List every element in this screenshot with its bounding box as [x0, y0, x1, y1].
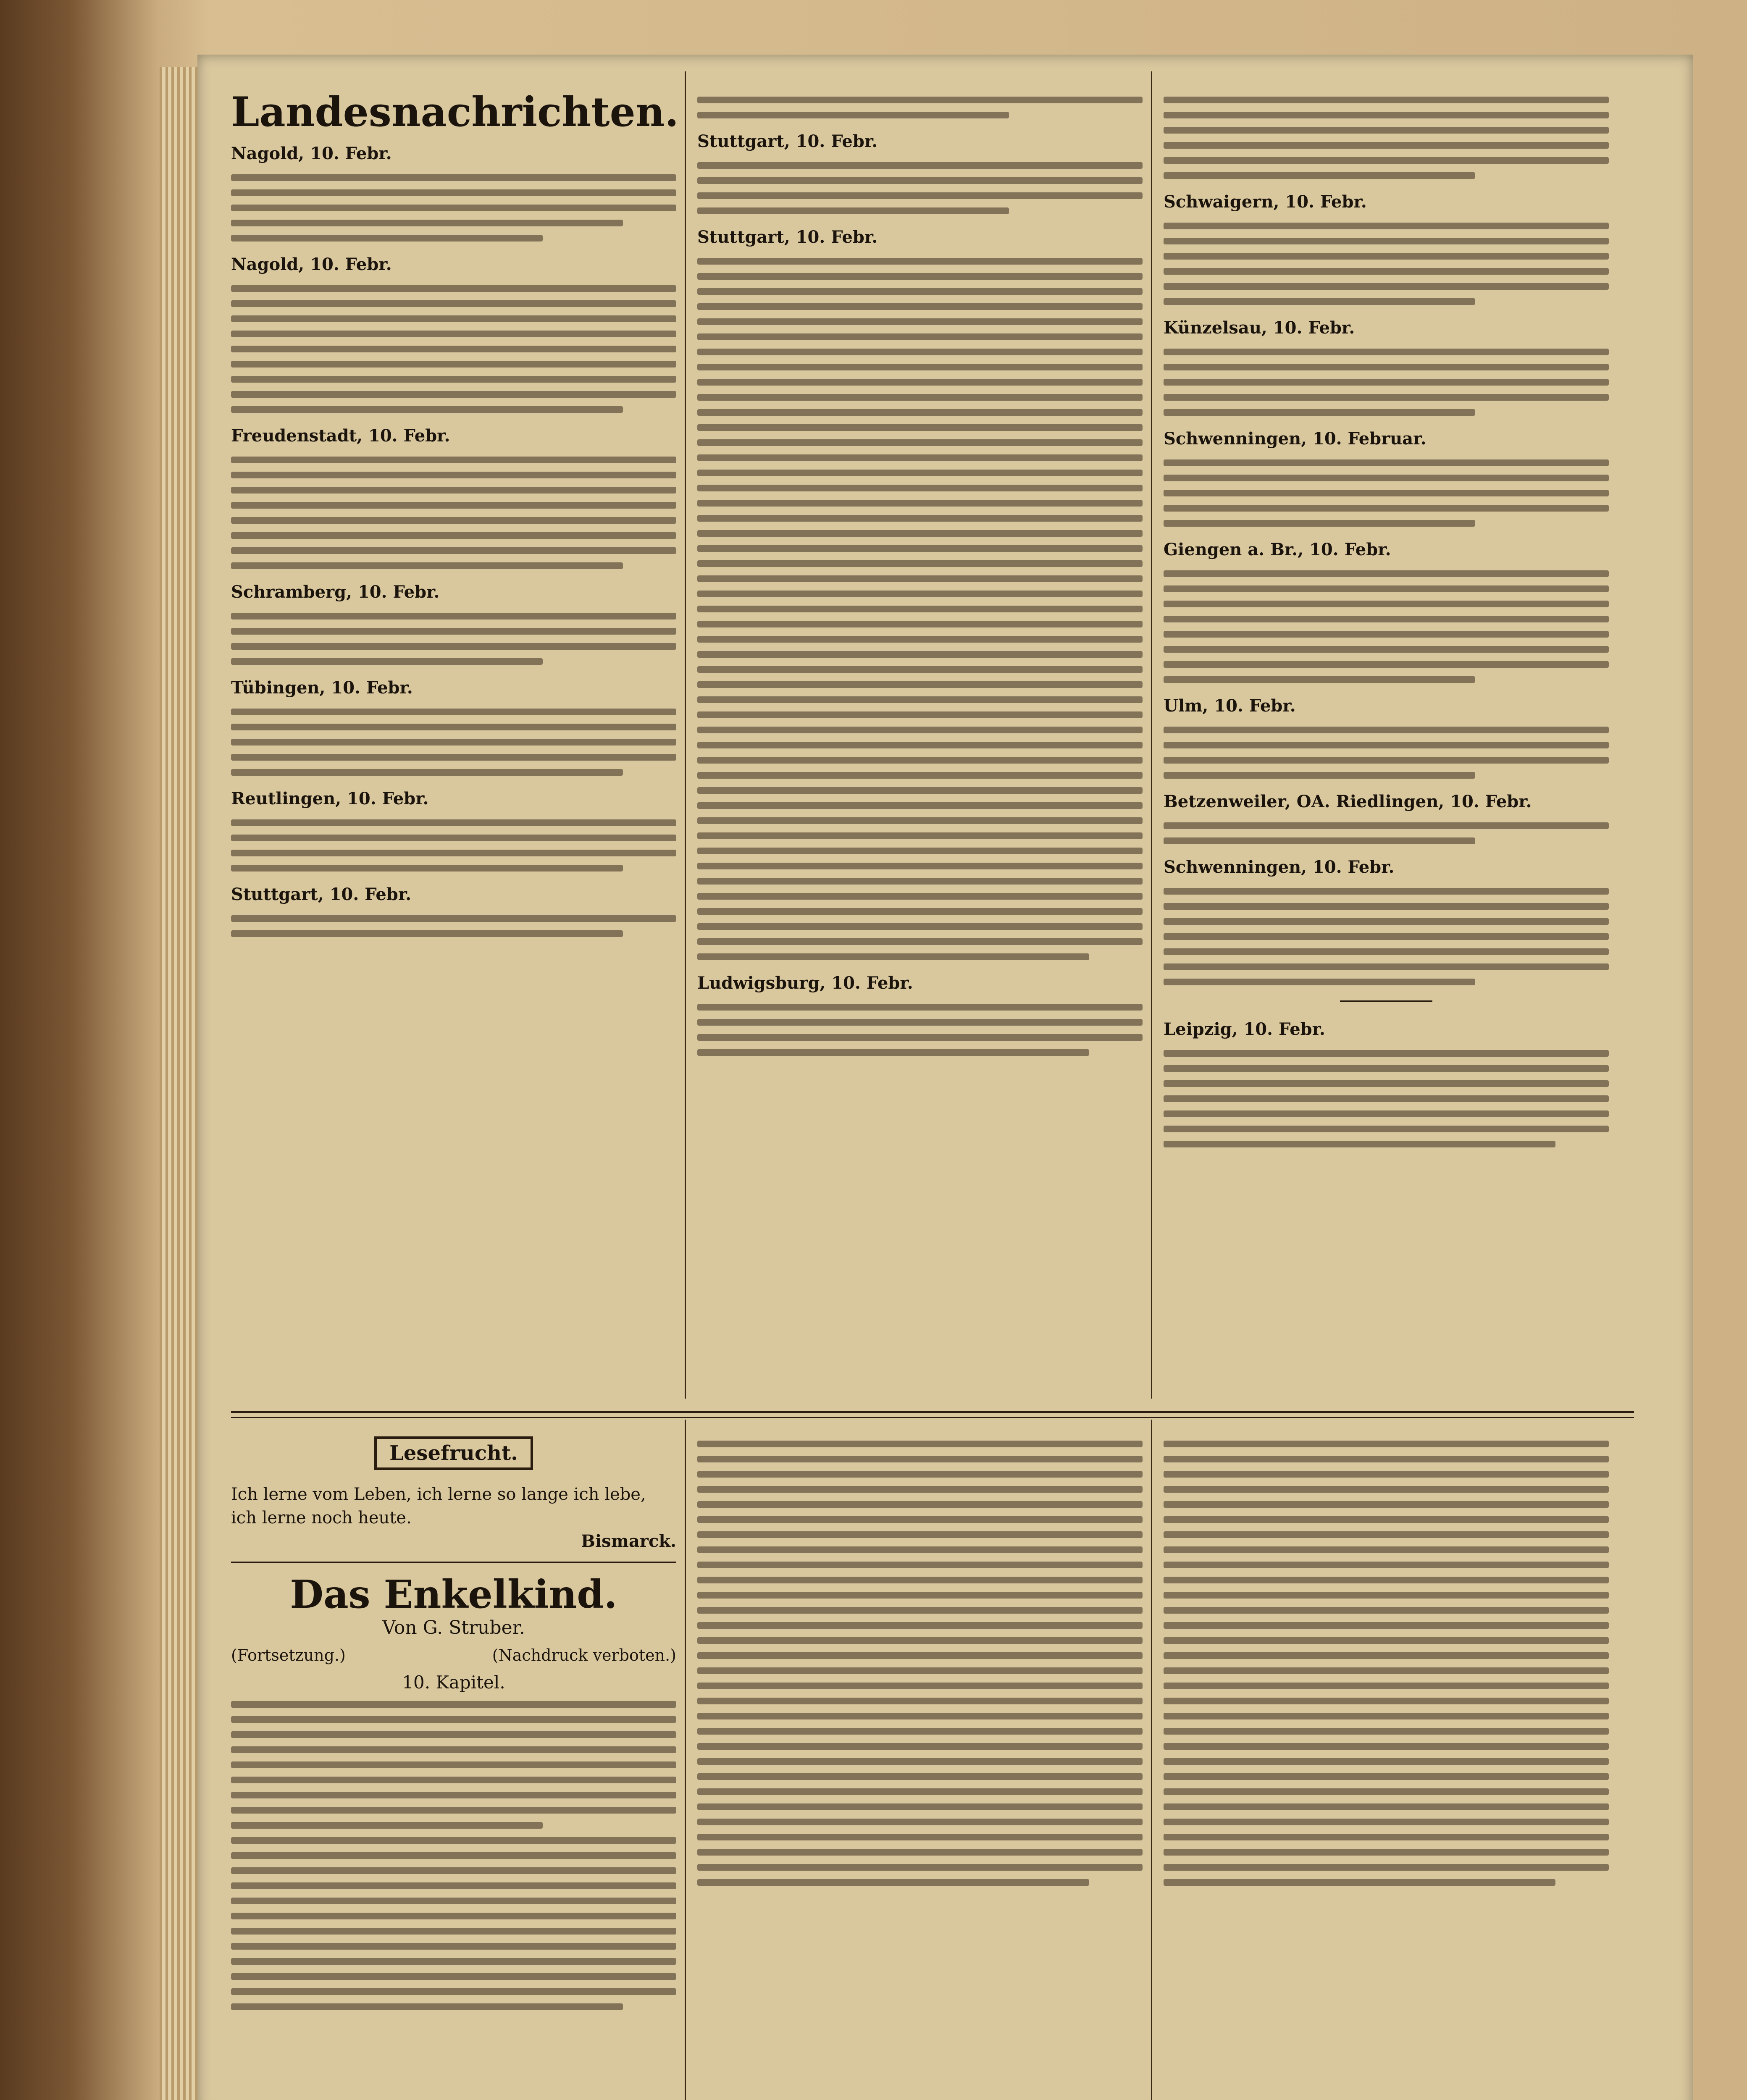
- dateline: Reutlingen, 10. Febr.: [231, 789, 429, 808]
- story-title: Das Enkelkind.: [290, 1572, 617, 1617]
- dateline: Nagold, 10. Febr.: [231, 255, 392, 274]
- quote-author: Bismarck.: [581, 1531, 676, 1551]
- column-rule: [685, 1420, 686, 2100]
- reprint-note: (Nachdruck verboten.): [492, 1646, 676, 1664]
- dateline: Stuttgart, 10. Febr.: [697, 227, 878, 247]
- column-rule: [1151, 1420, 1152, 2100]
- dateline: Stuttgart, 10. Febr.: [231, 885, 412, 904]
- newspaper-page: [197, 55, 1693, 2100]
- feuilleton-column-2: [697, 1432, 1143, 1897]
- column-rule: [1151, 71, 1152, 1399]
- dateline: Schwenningen, 10. Februar.: [1164, 429, 1426, 449]
- column-rule: [685, 71, 686, 1399]
- dateline: Giengen a. Br., 10. Febr.: [1164, 540, 1391, 559]
- quote-text: Ich lerne vom Leben, ich lerne so lange ich lebe, ich lerne noch heute.: [231, 1485, 646, 1528]
- dateline: Freudenstadt, 10. Febr.: [231, 426, 450, 446]
- chapter-heading: 10. Kapitel.: [402, 1672, 505, 1693]
- dateline: Leipzig, 10. Febr.: [1164, 1019, 1325, 1039]
- dateline: Stuttgart, 10. Febr.: [697, 131, 878, 151]
- column-2: [697, 88, 1143, 1067]
- column-1: [231, 88, 679, 948]
- story-author: Von G. Struber.: [382, 1617, 525, 1638]
- feuilleton-divider: [231, 1411, 1634, 1413]
- section-title: Landesnachrichten.: [231, 88, 679, 136]
- dateline: Schwaigern, 10. Febr.: [1164, 192, 1367, 212]
- continuation-note: (Fortsetzung.): [231, 1646, 346, 1664]
- feuilleton-column-1: [231, 1432, 676, 2021]
- dateline: Schwenningen, 10. Febr.: [1164, 857, 1395, 877]
- quote-rule: [231, 1562, 676, 1563]
- dateline: Ulm, 10. Febr.: [1164, 696, 1296, 716]
- dateline: Schramberg, 10. Febr.: [231, 582, 440, 602]
- separator-rule: [1340, 1000, 1432, 1002]
- dateline: Nagold, 10. Febr.: [231, 144, 392, 163]
- lesefrucht-box: Lesefrucht.: [374, 1436, 533, 1470]
- column-3: [1164, 88, 1609, 1158]
- feuilleton-divider-thin: [231, 1417, 1634, 1418]
- dateline: Ludwigsburg, 10. Febr.: [697, 973, 913, 993]
- feuilleton-column-3: [1164, 1432, 1609, 1897]
- dateline: Künzelsau, 10. Febr.: [1164, 318, 1355, 338]
- dateline: Tübingen, 10. Febr.: [231, 678, 413, 698]
- dateline: Betzenweiler, OA. Riedlingen, 10. Febr.: [1164, 792, 1532, 811]
